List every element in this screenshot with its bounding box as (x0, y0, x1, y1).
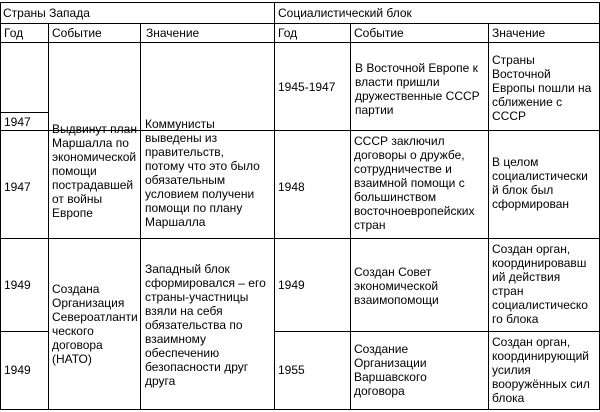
west-year-cell: 1949 (4, 278, 31, 292)
socialist-event-header: Событие (354, 26, 404, 40)
column-line (350, 23, 351, 410)
column-line (488, 23, 489, 410)
table-border-top (0, 2, 600, 3)
socialist-row-line (274, 130, 600, 131)
west-meaning-header: Значение (146, 26, 200, 40)
socialist-meaning-cell: Страны Восточной Европы пошли на сближение с СССР (492, 53, 592, 123)
west-year-header: Год (4, 26, 24, 40)
table-border-bottom (0, 409, 600, 410)
column-header-separator (0, 42, 600, 43)
socialist-meaning-header: Значение (492, 26, 546, 40)
west-event-header: Событие (52, 26, 102, 40)
west-row-line (0, 238, 274, 239)
socialist-meaning-cell: Создан орган, координировавш ий действия стран социалистическо го блока (492, 242, 588, 326)
west-year-cell: 1949 (4, 363, 31, 377)
socialist-year-cell: 1949 (278, 278, 305, 292)
socialist-row-line (274, 331, 600, 332)
west-meaning-cell: Коммунисты выведены из правительств, потому что это было обязательным условием получени помощи по плану Маршалла (145, 117, 260, 229)
socialist-event-cell: Создан Совет экономической взаимопомощи (354, 265, 439, 307)
west-meaning-cell: Западный блок сформировался – его страны-участницы взяли на себя обязательства по взаимному обеспечению безопасности друг друга (145, 262, 266, 388)
socialist-block-header: Социалистический блок (278, 6, 412, 20)
socialist-year-cell: 1945-1947 (278, 80, 336, 94)
west-year-cell: 1947 (4, 180, 31, 194)
socialist-row-line (274, 238, 600, 239)
column-line (140, 23, 141, 410)
header-separator (0, 23, 600, 24)
socialist-event-cell: Создание Организации Варшавского договора (354, 342, 427, 398)
socialist-year-cell: 1948 (278, 180, 305, 194)
column-line (48, 23, 49, 410)
west-row-line (0, 112, 48, 113)
socialist-year-header: Год (278, 26, 298, 40)
west-year-cell: 1947 (4, 115, 31, 129)
west-block-header: Страны Запада (3, 6, 90, 20)
socialist-event-cell: В Восточной Европе к власти пришли дружественные СССР партии (355, 61, 480, 117)
socialist-meaning-cell: В целом социалистически й блок был сформирован (492, 155, 588, 211)
socialist-meaning-cell: Создан орган, координирующий усилия вооружённых сил блока (492, 335, 590, 405)
west-event-cell: Выдвинут план Маршалла по экономической помощи пострадавшей от войны Европе (52, 122, 137, 220)
west-event-cell: Создана Организация Североатланти ческого договора (НАТО) (52, 282, 138, 366)
socialist-event-cell: СССР заключил договоры о дружбе, сотрудничестве и взаимной помощи с большинством восточноевропейских стран (354, 134, 475, 232)
socialist-year-cell: 1955 (278, 363, 305, 377)
west-row-line (0, 331, 48, 332)
table-border-left (0, 2, 1, 410)
